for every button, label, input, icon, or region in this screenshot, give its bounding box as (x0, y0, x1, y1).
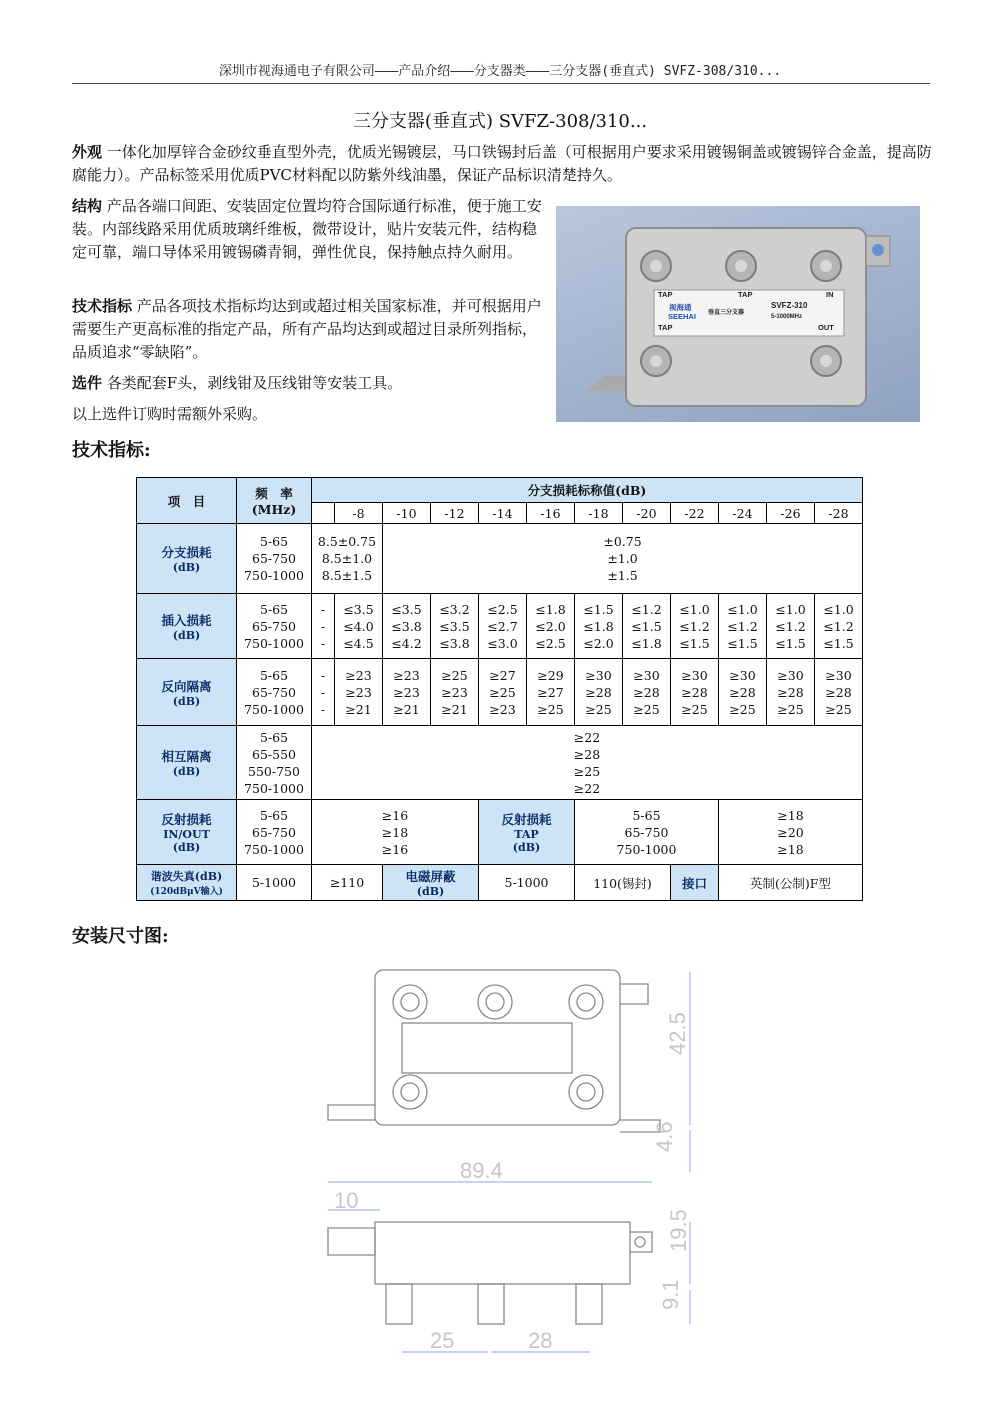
hum-freq: 5-1000 (237, 865, 312, 901)
spec-table (136, 477, 863, 901)
insertion-loss-cell: ≤1.2 ≤1.5 ≤1.8 (623, 594, 671, 659)
install-heading: 安装尺寸图: (72, 926, 169, 947)
insertion-loss-cell: ≤3.5 ≤3.8 ≤4.2 (383, 594, 431, 659)
structure-label: 结构 (72, 197, 103, 215)
reverse-isolation-cell: ≥30 ≥28 ≥25 (815, 659, 863, 726)
nominal-cell: -16 (527, 503, 575, 524)
col-item-header: 项 目 (137, 478, 237, 524)
return-loss-tap-freqs: 5-65 65-750 750-1000 (575, 800, 719, 865)
reverse-isolation-cell: ≥30 ≥28 ≥25 (719, 659, 767, 726)
tech-spec-heading: 技术指标: (72, 440, 151, 461)
option-paragraph (72, 372, 542, 395)
port-value: 英制(公制)F型 (719, 865, 863, 901)
reverse-isolation-cell: ≥23 ≥23 ≥21 (335, 659, 383, 726)
appearance-paragraph (72, 141, 932, 187)
return-loss-tap-label: 反射损耗 TAP (dB) (479, 800, 575, 865)
nominal-cell: -8 (335, 503, 383, 524)
return-loss-in-values: ≥16 ≥18 ≥16 (312, 800, 479, 865)
reverse-isolation-cell: ≥30 ≥28 ≥25 (767, 659, 815, 726)
insertion-loss-cell: ≤1.0 ≤1.2 ≤1.5 (719, 594, 767, 659)
dim-length: 89.4 (460, 1158, 503, 1183)
insertion-loss-cell: - - - (312, 594, 335, 659)
branch-loss-first: 8.5±0.75 8.5±1.0 8.5±1.5 (312, 524, 383, 594)
hum-value: ≥110 (312, 865, 383, 901)
reverse-isolation-row (137, 659, 863, 726)
dim-side-height: 19.5 (666, 1209, 691, 1252)
dim-offset: 10 (334, 1188, 359, 1213)
port-label: 接口 (671, 865, 719, 901)
mutual-isolation-label: 相互隔离 (dB) (137, 726, 237, 800)
col-freq-header (237, 478, 312, 524)
dim-pitch-2: 28 (528, 1328, 553, 1353)
nominal-cell: -28 (815, 503, 863, 524)
shield-freq: 5-1000 (479, 865, 575, 901)
reverse-isolation-cell: ≥29 ≥27 ≥25 (527, 659, 575, 726)
product-photo (556, 206, 920, 422)
reverse-isolation-cell: - - - (312, 659, 335, 726)
nominal-cell: -12 (431, 503, 479, 524)
nominal-cell: -26 (767, 503, 815, 524)
photo-in: IN (826, 290, 834, 299)
reverse-isolation-cell: ≥23 ≥23 ≥21 (383, 659, 431, 726)
photo-tap2: TAP (738, 290, 753, 299)
document-title: 三分支器(垂直式) SVFZ-308/310... (352, 111, 648, 132)
nominal-cell: -22 (671, 503, 719, 524)
photo-out: OUT (818, 323, 834, 332)
dim-pitch-1: 25 (430, 1328, 455, 1353)
shield-label: 电磁屏蔽 (dB) (383, 865, 479, 901)
appearance-label: 外观 (72, 143, 103, 161)
structure-text: 产品各端口间距、安装固定位置均符合国际通行标准，便于施工安装。内部线路采用优质玻璃纤维板，微带设计，贴片安装元件，结构稳定可靠，端口导体采用镀锡磷青铜，弹性优良，保持触点持久耐用。 (72, 197, 542, 261)
mutual-isolation-values: ≥22 ≥28 ≥25 ≥22 (312, 726, 863, 800)
reverse-isolation-cell: ≥30 ≥28 ≥25 (575, 659, 623, 726)
reverse-isolation-cell: ≥27 ≥25 ≥23 (479, 659, 527, 726)
col-freq-label: 频 率 (255, 486, 293, 501)
header-divider (72, 83, 930, 84)
spec-text: 产品各项技术指标均达到或超过相关国家标准，并可根据用户需要生产更高标准的指定产品，所有产品均达到或超过目录所列指标，品质追求“零缺陷”。 (72, 297, 542, 361)
insertion-loss-freqs: 5-65 65-750 750-1000 (237, 594, 312, 659)
shield-value: 110(锡封) (575, 865, 671, 901)
dim-height: 42.5 (665, 1012, 690, 1055)
branch-loss-freqs: 5-65 65-750 750-1000 (237, 524, 312, 594)
spec-paragraph (72, 295, 542, 364)
col-nominal-header: 分支损耗标称值(dB) (312, 478, 863, 503)
photo-tap1: TAP (658, 290, 673, 299)
nominal-cell: -18 (575, 503, 623, 524)
photo-brand-cn: 视海通 (669, 303, 692, 312)
nominal-cell: -20 (623, 503, 671, 524)
appearance-text: 一体化加厚锌合金砂纹垂直型外壳，优质光锡镀层，马口铁锡封后盖（可根据用户要求采用镀锡铜盖或镀锡锌合金盖，提高防腐能力）。产品标签采用优质PVC材料配以防紫外线油墨，保证产品标识清楚持久。 (72, 143, 932, 184)
return-loss-in-freqs: 5-65 65-750 750-1000 (237, 800, 312, 865)
branch-loss-label: 分支损耗 (dB) (137, 524, 237, 594)
insertion-loss-cell: ≤1.0 ≤1.2 ≤1.5 (767, 594, 815, 659)
insertion-loss-cell: ≤2.5 ≤2.7 ≤3.0 (479, 594, 527, 659)
install-dimension-drawing (300, 960, 720, 1380)
structure-paragraph (72, 195, 542, 264)
nominal-cell: -10 (383, 503, 431, 524)
photo-tap3: TAP (658, 323, 673, 332)
branch-loss-rest: ±0.75 ±1.0 ±1.5 (383, 524, 863, 594)
splitter-illustration (556, 206, 920, 422)
insertion-loss-cell: ≤1.0 ≤1.2 ≤1.5 (671, 594, 719, 659)
reverse-isolation-label: 反向隔离 (dB) (137, 659, 237, 726)
option-label: 选件 (72, 374, 103, 392)
photo-freq: 5-1000MHz (771, 314, 803, 320)
insertion-loss-row (137, 594, 863, 659)
insertion-loss-cell: ≤3.5 ≤4.0 ≤4.5 (335, 594, 383, 659)
reverse-isolation-cell: ≥25 ≥23 ≥21 (431, 659, 479, 726)
nominal-cell: -24 (719, 503, 767, 524)
return-loss-tap-values: ≥18 ≥20 ≥18 (719, 800, 863, 865)
mutual-isolation-freqs: 5-65 65-550 550-750 750-1000 (237, 726, 312, 800)
dim-port-height: 9.1 (658, 1279, 683, 1310)
insertion-loss-cell: ≤1.8 ≤2.0 ≤2.5 (527, 594, 575, 659)
hum-label: 谐波失真(dB) (120dBμV输入) (137, 865, 237, 901)
reverse-isolation-cell: ≥30 ≥28 ≥25 (671, 659, 719, 726)
photo-model: SVFZ-310 (771, 301, 808, 310)
page-header: 深圳市视海通电子有限公司———产品介绍———分支器类———三分支器(垂直式) SVFZ-308/310... (218, 64, 782, 79)
spec-label: 技术指标 (72, 297, 133, 315)
insertion-loss-label: 插入损耗 (dB) (137, 594, 237, 659)
option-text: 各类配套F头，剥线钳及压线钳等安装工具。 (102, 374, 403, 392)
photo-brand-en: SEEHAI (668, 312, 696, 321)
insertion-loss-cell: ≤3.2 ≤3.5 ≤3.8 (431, 594, 479, 659)
col-freq-unit: (MHz) (251, 502, 297, 517)
return-loss-in-label: 反射损耗 IN/OUT (dB) (137, 800, 237, 865)
insertion-loss-cell: ≤1.0 ≤1.2 ≤1.5 (815, 594, 863, 659)
option-note: 以上选件订购时需额外采购。 (72, 405, 268, 423)
insertion-loss-cell: ≤1.5 ≤1.8 ≤2.0 (575, 594, 623, 659)
nominal-cell: -14 (479, 503, 527, 524)
reverse-isolation-freqs: 5-65 65-750 750-1000 (237, 659, 312, 726)
reverse-isolation-cell: ≥30 ≥28 ≥25 (623, 659, 671, 726)
photo-product-cn: 垂直三分支器 (708, 310, 745, 316)
dim-tab: 4.6 (652, 1121, 677, 1152)
